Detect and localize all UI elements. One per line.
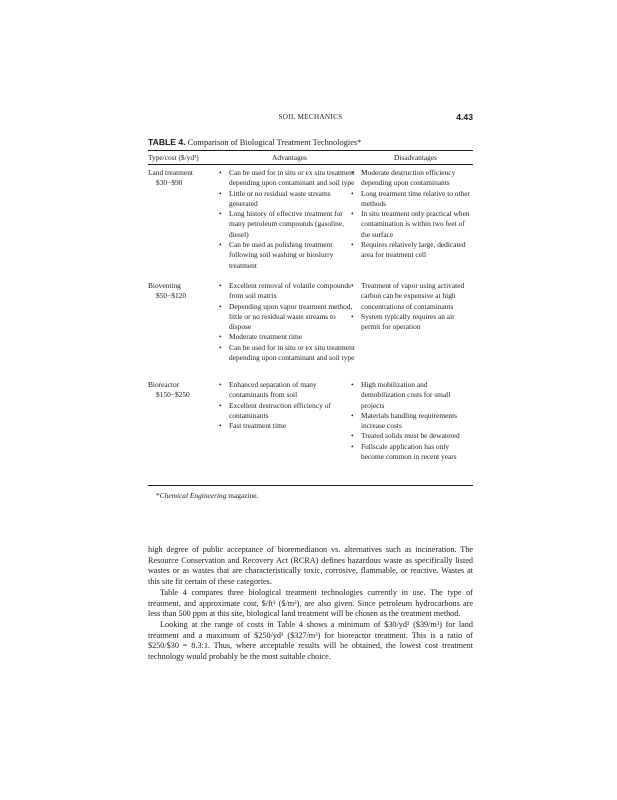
advantages-list (219, 281, 355, 363)
table-footnote (156, 491, 473, 500)
footnote-after: magazine. (226, 491, 259, 500)
advantage-item: • Depending upon vapor treatment method, little or no residual waste streams to dispose (219, 302, 355, 333)
row-type: Land treatment (148, 168, 193, 177)
advantage-item: • Little or no residual waste streams generated (219, 189, 355, 210)
row-type-cell (148, 168, 214, 189)
table-title: Comparison of Biological Treatment Technologies* (187, 138, 362, 147)
advantage-item: • Excellent removal of volatile compounds from soil matrix (219, 281, 355, 302)
body-text (148, 545, 473, 663)
table-top-rule (148, 150, 473, 151)
table-caption (148, 137, 473, 147)
advantages-list (219, 168, 355, 271)
body-paragraph: Table 4 compares three biological treatment technologies currently in use. The type of treatment, and approximate cost, $/ft³ ($/m³), are also given. Since petroleum hydrocarbons are less than 500 ppm at this site, biological land treatment will be chosen as the treatment method. (148, 587, 473, 619)
disadvantage-item: • High mobilization and demobilization costs for small projects (351, 380, 473, 411)
advantage-item: • Fast treatment time (219, 421, 355, 431)
body-paragraph: Looking at the range of costs in Table 4 shows a minimum of $30/yd³ ($39/m³) for land treatment and a maximum of $250/yd³ ($327/m³) for bioreactor treatment. This is a ratio of $250/$30 = 8.3:1. Thus, where acceptable results will be obtained, the lowest cost treatment technology would probably be the most suitable choice. (148, 619, 473, 662)
advantage-item: • Can be used for in situ or ex situ treatment depending upon contaminant and soil type (219, 343, 355, 364)
disadvantages-list (351, 380, 473, 462)
disadvantage-item: • Requires relatively large, dedicated area for treatment cell (351, 240, 473, 261)
advantages-list (219, 380, 355, 431)
header-advantages: Advantages (272, 153, 307, 162)
advantage-item: • Excellent destruction efficiency of contaminants (219, 401, 355, 422)
disadvantage-item: • Moderate destruction efficiency depending upon contaminants (351, 168, 473, 189)
row-cost: $50−$120 (156, 291, 187, 301)
disadvantage-item: • Fullscale application has only become common in recent years (351, 442, 473, 463)
disadvantage-item: • Treatment of vapor using activated carbon can be expensive at high concentrations of contaminants (351, 281, 473, 312)
advantage-item: • Can be used for in situ or ex situ treatment depending upon contaminant and soil type (219, 168, 355, 189)
table-label: TABLE 4. (148, 137, 186, 147)
header-disadvantages: Disadvantages (393, 153, 438, 162)
advantage-item: • Enhanced separation of many contaminants from soil (219, 380, 355, 401)
table-row-bioventing (148, 281, 473, 379)
advantage-item: • Long history of effective treatment for many petroleum compounds (gasoline, diesel) (219, 209, 355, 240)
row-type: Bioventing (148, 281, 181, 290)
disadvantage-item: • Treated solids must be dewatered (351, 431, 473, 441)
disadvantages-list (351, 168, 473, 261)
disadvantage-item: • Materials handling requirements increase costs (351, 411, 473, 432)
page-number: 4.43 (456, 112, 473, 122)
footnote-source: Chemical Engineering (159, 491, 227, 500)
disadvantage-item: • System typically requires an air permit for operation (351, 312, 473, 333)
table-header-rule (148, 164, 473, 165)
header-type-cost: Type/cost ($/yd³) (148, 153, 199, 162)
disadvantages-list (351, 281, 473, 332)
running-title: SOIL MECHANICS (278, 113, 343, 121)
row-cost: $150−$250 (156, 390, 190, 400)
running-head (148, 113, 473, 127)
row-type: Bioreactor (148, 380, 180, 389)
row-type-cell (148, 380, 214, 401)
row-type-cell (148, 281, 214, 302)
table-row-land-treatment (148, 168, 473, 281)
advantage-item: • Can be used as polishing treatment following soil washing or bioslurry treatment (219, 240, 355, 271)
table-bottom-rule (148, 485, 473, 486)
disadvantage-item: • In situ treatment only practical when contamination is within two feet of the surface (351, 209, 473, 240)
table-row-bioreactor (148, 380, 473, 483)
table-header-row (148, 153, 473, 163)
body-paragraph: high degree of public acceptance of bioremediation vs. alternatives such as incineration. The Resource Conservation and Recovery Act (RCRA) defines hazardous waste as specifically listed wastes or as wastes that are characteristically toxic, corrosive, flammable, or reactive. Wastes at this site fit certain of these categories. (148, 545, 473, 587)
disadvantage-item: • Long treatment time relative to other methods (351, 189, 473, 210)
row-cost: $30−$90 (156, 178, 183, 188)
footnote-marker: * (156, 491, 160, 500)
advantage-item: • Moderate treatment time (219, 332, 355, 342)
